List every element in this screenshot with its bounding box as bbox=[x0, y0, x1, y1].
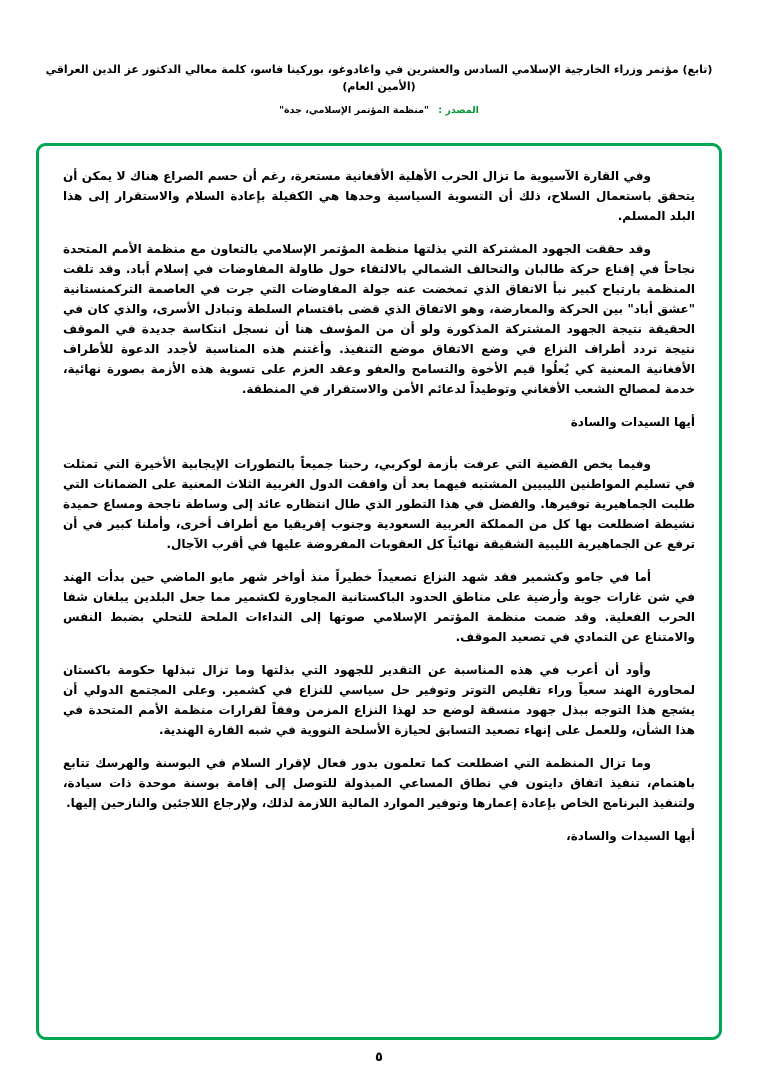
paragraph-jammu-kashmir: أما في جامو وكشمير فقد شهد النزاع تصعيداً خطيراً منذ أواخر شهر مايو الماضي حين بدأت الهند في شن غارات جوية وأرضية على مناطق الحدود الباكستانية المجاورة لكشمير مما جعل البلدين يبلغان شفا الحرب الفعلية. وقد ضمت منظمة المؤتمر الإسلامي صوتها إلى النداءات الملحة للتحلي بضبط النفس والامتناع عن التمادي في تصعيد الموقف. bbox=[63, 570, 695, 644]
page-number: ٥ bbox=[375, 1050, 383, 1065]
paragraph-bosnia-dayton: وما تزال المنظمة التي اضطلعت كما تعلمون بدور فعال لإقرار السلام في البوسنة والهرسك تتابع باهتمام، تنفيذ اتفاق دايتون في نطاق المساعي المبذولة للتوصل إلى إقامة بوسنة موحدة ذات سيادة، ولتنفيذ البرنامج الخاص بإعادة إعمارها وتوفير الموارد المالية اللازمة لذلك، ولإرجاع اللاجئين والنازحين إليها. bbox=[63, 756, 695, 810]
document-body-box bbox=[36, 143, 722, 1040]
page-header bbox=[0, 62, 758, 116]
source-line bbox=[0, 105, 758, 116]
paragraph-lockerbie-crisis: وفيما يخص القضية التي عرفت بأزمة لوكربي، رحبنا جميعاً بالتطورات الإيجابية الأخيرة التي تمثلت في تسليم المواطنين الليبيين المشتبه فيهما بعد أن وافقت الدول الغربية الثلاث المعنية على الضمانات التي طلبت الجماهيرية توفيرها. والفضل في هذا التطور الذي طال انتظاره عائد إلى وساطة ناجحة ومساع حميدة نشيطة اضطلعت بها كل من المملكة العربية السعودية وجنوب إفريقيا مع أطراف أخرى، وأملنا كبير في أن ترفع عن الجماهيرية الليبية الشقيقة نهائياً كل العقوبات المفروضة عليها في أقرب الآجال. bbox=[63, 457, 695, 551]
source-value: "منظمة المؤتمر الإسلامي، جدة" bbox=[279, 105, 429, 116]
source-label: المصدر : bbox=[438, 105, 479, 116]
paragraph-taliban-negotiations: وقد حققت الجهود المشتركة التي بذلتها منظمة المؤتمر الإسلامي بالتعاون مع منظمة الأمم المتحدة نجاحاً في إقناع حركة طالبان والتحالف الشمالي بالالتقاء حول طاولة المفاوضات في إسلام أباد. وقد تلقت المنظمة بارتياح كبير نبأ الاتفاق الذي تمخضت عنه جولة المفاوضات التي جرت في العاصمة التركمنستانية "عشق أباد" بين الحركة والمعارضة، وهو الاتفاق الذي قضى باقتسام السلطة وتبادل الأسرى، والذي كان في الحقيقة نتيجة الجهود المشتركة المذكورة ولو أن من المؤسف هنا أن نسجل انتكاسة جديدة في الموقف نتيجة تردد أطراف النزاع في وضع الاتفاق موضع التنفيذ. وأغتنم هذه المناسبة لأجدد الدعوة للأطراف الأفغانية المعنية كي يُعلُوا قيم الأخوة والتسامح والعفو وعقد العزم على تسوية هذه الأزمة بصورة نهائية، خدمة لمصالح الشعب الأفغاني وتوطيداً لدعائم الأمن والاستقرار في المنطقة. bbox=[63, 242, 695, 396]
paragraph-pakistan-india-dialogue: وأود أن أعرب في هذه المناسبة عن التقدير للجهود التي بذلتها وما تزال تبذلها حكومة باكستان لمحاورة الهند سعياً وراء تقليص التوتر وتوفير حل سياسي للنزاع في كشمير. وعلى المجتمع الدولي أن يشجع هذا التوجه ببذل جهود منسقة لوضع حد لهذا النزاع المزمن وفقاً لقرارات منظمة الأمم المتحدة في هذا الشأن، وللعمل على إنهاء تصعيد التسابق لحيازة الأسلحة النووية في شبه القارة الهندية. bbox=[63, 663, 695, 737]
document-title: (تابع) مؤتمر وزراء الخارجية الإسلامي السادس والعشرين في واغادوغو، بوركينا فاسو، كلمة معالي الدكتور عز الدين العراقي (الأمين العام) bbox=[45, 63, 713, 93]
salutation-ladies-gentlemen-1: أيها السيدات والسادة bbox=[570, 415, 695, 429]
salutation-ladies-gentlemen-2: أيها السيدات والسادة، bbox=[566, 829, 695, 843]
paragraph-afghanistan-civil-war: وفي القارة الآسيوية ما تزال الحرب الأهلية الأفغانية مستعرة، رغم أن حسم الصراع هناك لا يمكن أن يتحقق باستعمال السلاح، ذلك أن التسوية السياسية وحدها هي الكفيلة بإعادة السلام والاستقرار إلى هذا البلد المسلم. bbox=[63, 169, 695, 223]
